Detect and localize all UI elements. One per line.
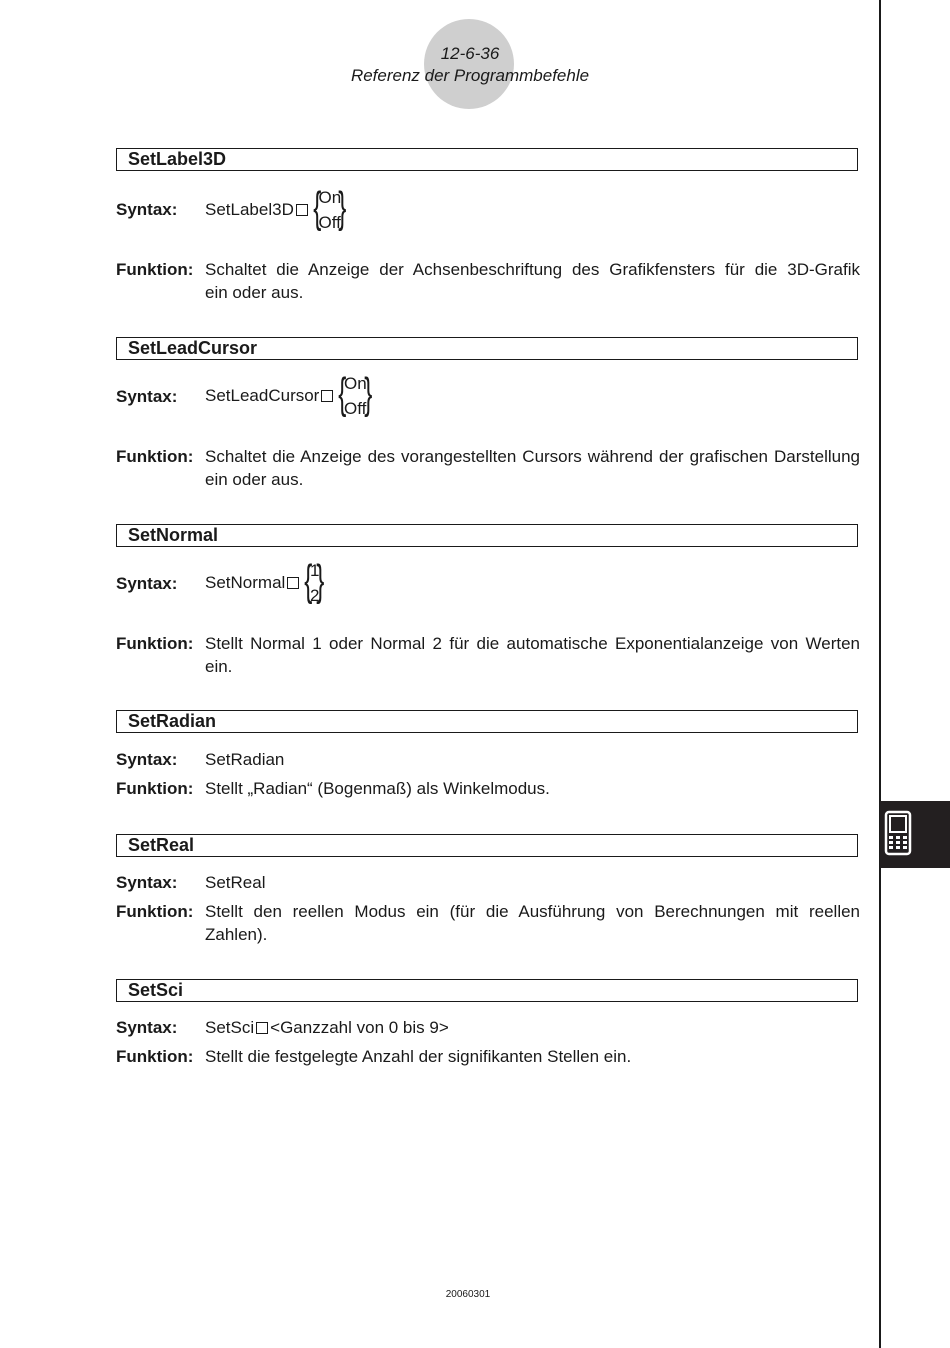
space-symbol-icon [296, 204, 308, 216]
syntax-label: Syntax: [116, 1018, 178, 1037]
command-heading-setradian: SetRadian [116, 710, 858, 733]
syntax-setnormal [205, 558, 328, 608]
syntax-label: Syntax: [116, 574, 178, 593]
funktion-text-line: Stellt „Radian“ (Bogenmaß) als Winkelmodus. [205, 779, 550, 798]
chapter-tab [880, 801, 950, 868]
syntax-command: SetSci [205, 1018, 255, 1037]
syntax-label: Syntax: [116, 387, 178, 406]
funktion-text-line: Schaltet die Anzeige der Achsenbeschriftung des Grafikfensters für die 3D-Grafik [205, 260, 860, 279]
funktion-label: Funktion: [116, 902, 194, 921]
left-brace-icon: { [313, 183, 322, 232]
funktion-text-line: ein oder aus. [205, 283, 304, 302]
syntax-label: Syntax: [116, 873, 178, 892]
funktion-text-line: ein oder aus. [205, 470, 304, 489]
option: On [344, 374, 367, 393]
command-heading-setlabel3d: SetLabel3D [116, 148, 858, 171]
page-number: 12-6-36 [440, 44, 500, 63]
funktion-label: Funktion: [116, 779, 194, 798]
syntax-setsci [205, 1016, 860, 1039]
option: 1 [310, 561, 320, 580]
option: Off [344, 399, 367, 418]
syntax-command: SetNormal [205, 573, 286, 592]
funktion-text-line: Stellt die festgelegte Anzahl der signifikanten Stellen ein. [205, 1047, 632, 1066]
space-symbol-icon [321, 390, 333, 402]
calculator-icon [884, 810, 912, 856]
left-brace-icon: { [304, 556, 313, 605]
space-symbol-icon [256, 1022, 268, 1034]
right-brace-icon: } [316, 556, 325, 605]
footer-code: 20060301 [445, 1289, 491, 1300]
syntax-argument: <Ganzzahl von 0 bis 9> [270, 1018, 449, 1037]
option: On [318, 188, 342, 207]
command-heading-setreal: SetReal [116, 834, 858, 857]
funktion-label: Funktion: [116, 260, 194, 279]
right-brace-icon: } [364, 369, 373, 418]
page-edge-rule [879, 0, 881, 1348]
syntax-setleadcursor [205, 371, 375, 421]
option: Off [318, 213, 341, 232]
funktion-text-line: ein. [205, 657, 233, 676]
syntax-label: Syntax: [116, 750, 178, 769]
syntax-command: SetRadian [205, 750, 285, 769]
page-title: Referenz der Programmbefehle [350, 66, 590, 85]
right-brace-icon: } [338, 183, 347, 232]
command-heading-setleadcursor: SetLeadCursor [116, 337, 858, 360]
funktion-text-line: Stellt Normal 1 oder Normal 2 für die automatische Exponentialanzeige von Werten [205, 634, 860, 653]
funktion-text-line: Zahlen). [205, 925, 268, 944]
funktion-text-line: Stellt den reellen Modus ein (für die Ausführung von Berechnungen mit reellen [205, 902, 860, 921]
syntax-command: SetLabel3D [205, 200, 294, 219]
header-circle-decoration [424, 19, 514, 109]
command-heading-setnormal: SetNormal [116, 524, 858, 547]
syntax-label: Syntax: [116, 200, 178, 219]
space-symbol-icon [287, 577, 299, 589]
funktion-label: Funktion: [116, 634, 194, 653]
syntax-command: SetLeadCursor [205, 386, 320, 405]
funktion-label: Funktion: [116, 447, 194, 466]
syntax-setlabel3d [205, 185, 350, 235]
command-heading-setsci: SetSci [116, 979, 858, 1002]
option: 2 [310, 586, 320, 605]
left-brace-icon: { [338, 369, 347, 418]
funktion-label: Funktion: [116, 1047, 194, 1066]
funktion-text-line: Schaltet die Anzeige des vorangestellten Cursors während der grafischen Darstellung [205, 447, 860, 466]
syntax-command: SetReal [205, 873, 266, 892]
